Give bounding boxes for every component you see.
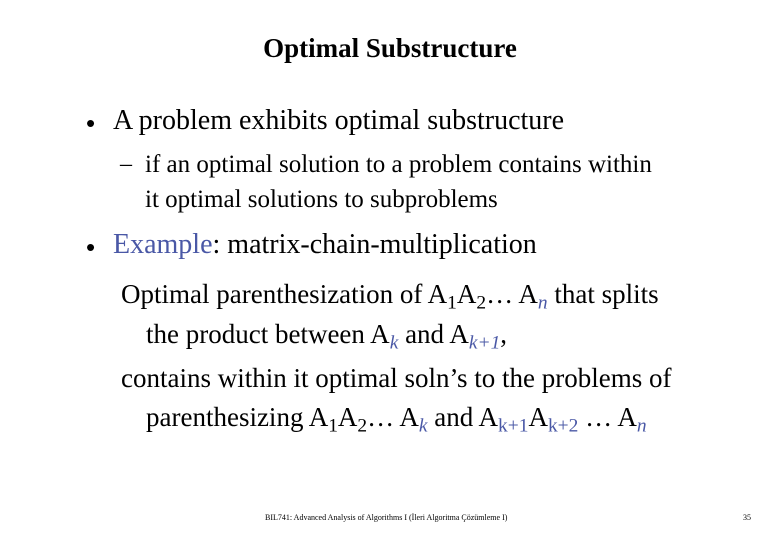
example-topic: : matrix-chain-multiplication bbox=[212, 229, 537, 260]
example-line-3: contains within it optimal soln’s to the problems of bbox=[121, 363, 672, 393]
bullet-2-marker: • bbox=[86, 232, 96, 262]
ex-l1-sub2: 2 bbox=[476, 292, 487, 314]
ex-l1-c: … A bbox=[486, 279, 538, 309]
ex-l2-subk: k bbox=[389, 332, 399, 354]
ex-l4-sub1: 1 bbox=[328, 415, 338, 437]
ex-l2-subk1: k+1 bbox=[468, 332, 501, 354]
example-label: Example bbox=[113, 229, 213, 260]
ex-l4-sub2: 2 bbox=[357, 415, 368, 437]
ex-l1-sub1: 1 bbox=[447, 292, 457, 314]
ex-l2-a: the product between A bbox=[146, 319, 390, 349]
footer-course: BIL741: Advanced Analysis of Algorithms I (İleri Algoritma Çözümleme I) bbox=[265, 513, 508, 522]
ex-l4-f: … A bbox=[578, 402, 637, 432]
sub-bullet-line-2: it optimal solutions to subproblems bbox=[145, 186, 498, 213]
example-line-4 bbox=[146, 404, 647, 436]
ex-l2-c: , bbox=[500, 319, 508, 349]
bullet-1-text: A problem exhibits optimal substructure bbox=[113, 105, 565, 136]
ex-l1-a: Optimal parenthesization of A bbox=[121, 279, 448, 309]
ex-l1-subn: n bbox=[537, 292, 548, 314]
example-line-1 bbox=[121, 281, 659, 313]
sub-bullet-line-1: if an optimal solution to a problem contains within bbox=[145, 151, 652, 178]
ex-l1-b: A bbox=[456, 279, 477, 309]
example-line-2 bbox=[146, 321, 507, 353]
ex-l4-e: A bbox=[528, 402, 548, 432]
ex-l4-b: A bbox=[337, 402, 358, 432]
ex-l4-subn: n bbox=[636, 415, 647, 437]
ex-l4-subk1: k+1 bbox=[498, 415, 529, 437]
page-number: 35 bbox=[743, 513, 751, 522]
ex-l4-d: and A bbox=[427, 402, 499, 432]
ex-l4-c: … A bbox=[367, 402, 419, 432]
bullet-1-marker: • bbox=[86, 108, 96, 138]
ex-l4-subk2: k+2 bbox=[547, 415, 579, 437]
slide-title: Optimal Substructure bbox=[263, 33, 517, 63]
bullet-2-text bbox=[113, 231, 537, 259]
ex-l4-subk: k bbox=[418, 415, 428, 437]
ex-l2-b: and A bbox=[398, 319, 469, 349]
ex-l1-d: that splits bbox=[547, 279, 659, 309]
sub-bullet-dash: – bbox=[120, 151, 132, 177]
ex-l4-a: parenthesizing A bbox=[146, 402, 329, 432]
